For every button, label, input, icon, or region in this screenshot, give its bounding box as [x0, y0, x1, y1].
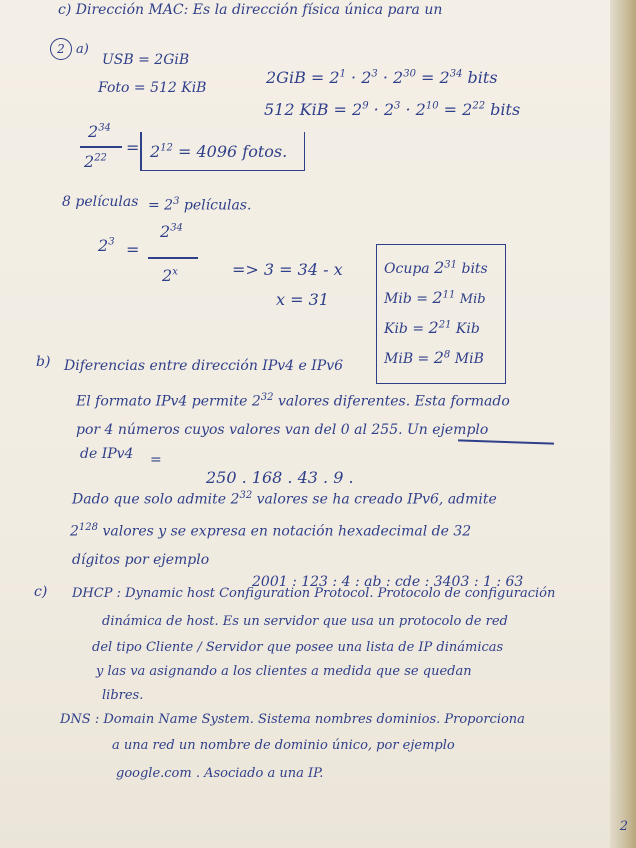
- part-c-label: c): [34, 584, 48, 600]
- part-b-line4: Dado que solo admite $2^{32}$ valores se ha creado IPv6, admite: [72, 490, 497, 508]
- eq3-equals: =: [126, 240, 140, 259]
- part-b-line2: por 4 números cuyos valores van del 0 al 255. Un ejemplo: [76, 422, 489, 438]
- eq3-denominator: 2$^x$: [162, 266, 178, 285]
- part-c-line2: dinámica de host. Es un servidor que usa un protocolo de red: [102, 614, 508, 629]
- fraction-bar: [80, 146, 122, 148]
- fraction-denominator: $2^{22}$: [84, 152, 107, 171]
- summary-row: MiB = $2^8$ MiB: [384, 348, 484, 367]
- ipv4-example: 250 . 168 . 43 . 9 .: [206, 468, 354, 487]
- equation-kib: 512 KiB = $2^9 \cdot 2^3 \cdot 2^{10} = 2^{22}$ bits: [264, 100, 521, 119]
- usb-line: USB = 2GiB: [102, 52, 190, 68]
- eq3-arrow: => 3 = 34 - x: [232, 260, 343, 279]
- summary-row: Mib = $2^{11}$ Mib: [384, 288, 486, 307]
- part-c-line5: libres.: [102, 688, 144, 703]
- exercise-number: 2: [50, 38, 72, 60]
- header-line: c) Dirección MAC: Es la dirección física única para un: [58, 2, 443, 18]
- part-b-line3: de IPv4: [80, 446, 134, 462]
- page-number: 2: [619, 819, 628, 834]
- part-c-line4: y las va asignando a los clientes a medida que se quedan: [96, 664, 472, 679]
- summary-row: Ocupa $2^{31}$ bits: [384, 258, 488, 277]
- eq3-solution: x = 31: [276, 290, 329, 309]
- underline-mark: [458, 439, 554, 444]
- peliculas-value: = $2^3$ películas.: [148, 196, 252, 214]
- dns-line2: a una red un nombre de dominio único, por ejemplo: [112, 738, 455, 753]
- part-a-label: a): [76, 42, 89, 57]
- eq3-left: $2^3$: [98, 236, 115, 255]
- summary-row: Kib = $2^{21}$ Kib: [384, 318, 480, 337]
- part-b-line6: dígitos por ejemplo: [72, 552, 210, 568]
- equation-gib: $2GiB = 2^1 \cdot 2^3 \cdot 2^{30} = 2^{34}$ bits: [266, 68, 498, 87]
- part-b-label: b): [36, 354, 51, 370]
- part-b-line5: $2^{128}$ valores y se expresa en notación hexadecimal de 32: [70, 522, 472, 540]
- part-c-line3: del tipo Cliente / Servidor que posee una lista de IP dinámicas: [92, 640, 504, 655]
- dns-line1: DNS : Domain Name System. Sistema nombres dominios. Proporciona: [60, 712, 525, 727]
- part-b-line1: El formato IPv4 permite $2^{32}$ valores diferentes. Esta formado: [76, 392, 510, 410]
- part-b-title: Diferencias entre dirección IPv4 e IPv6: [64, 358, 344, 374]
- page-edge: [610, 0, 636, 848]
- fraction-numerator: $2^{34}$: [88, 122, 111, 141]
- foto-line: Foto = 512 KiB: [98, 80, 207, 96]
- eq3-numerator: $2^{34}$: [160, 222, 183, 241]
- ipv6-example: 2001 : 123 : 4 : ab : cde : 3403 : 1 : 63: [252, 574, 524, 590]
- part-b-line3-eq: =: [150, 452, 162, 468]
- fraction-result: $2^{12} = 4096$ fotos.: [150, 142, 288, 161]
- dns-line3: google.com . Asociado a una IP.: [116, 766, 324, 781]
- eq3-fraction-bar: [148, 257, 198, 259]
- peliculas-label: 8 películas: [62, 194, 139, 210]
- fraction-equals: =: [126, 138, 140, 157]
- part-c-line1: DHCP : Dynamic host Configuration Protocol. Protocolo de configuración: [72, 586, 556, 601]
